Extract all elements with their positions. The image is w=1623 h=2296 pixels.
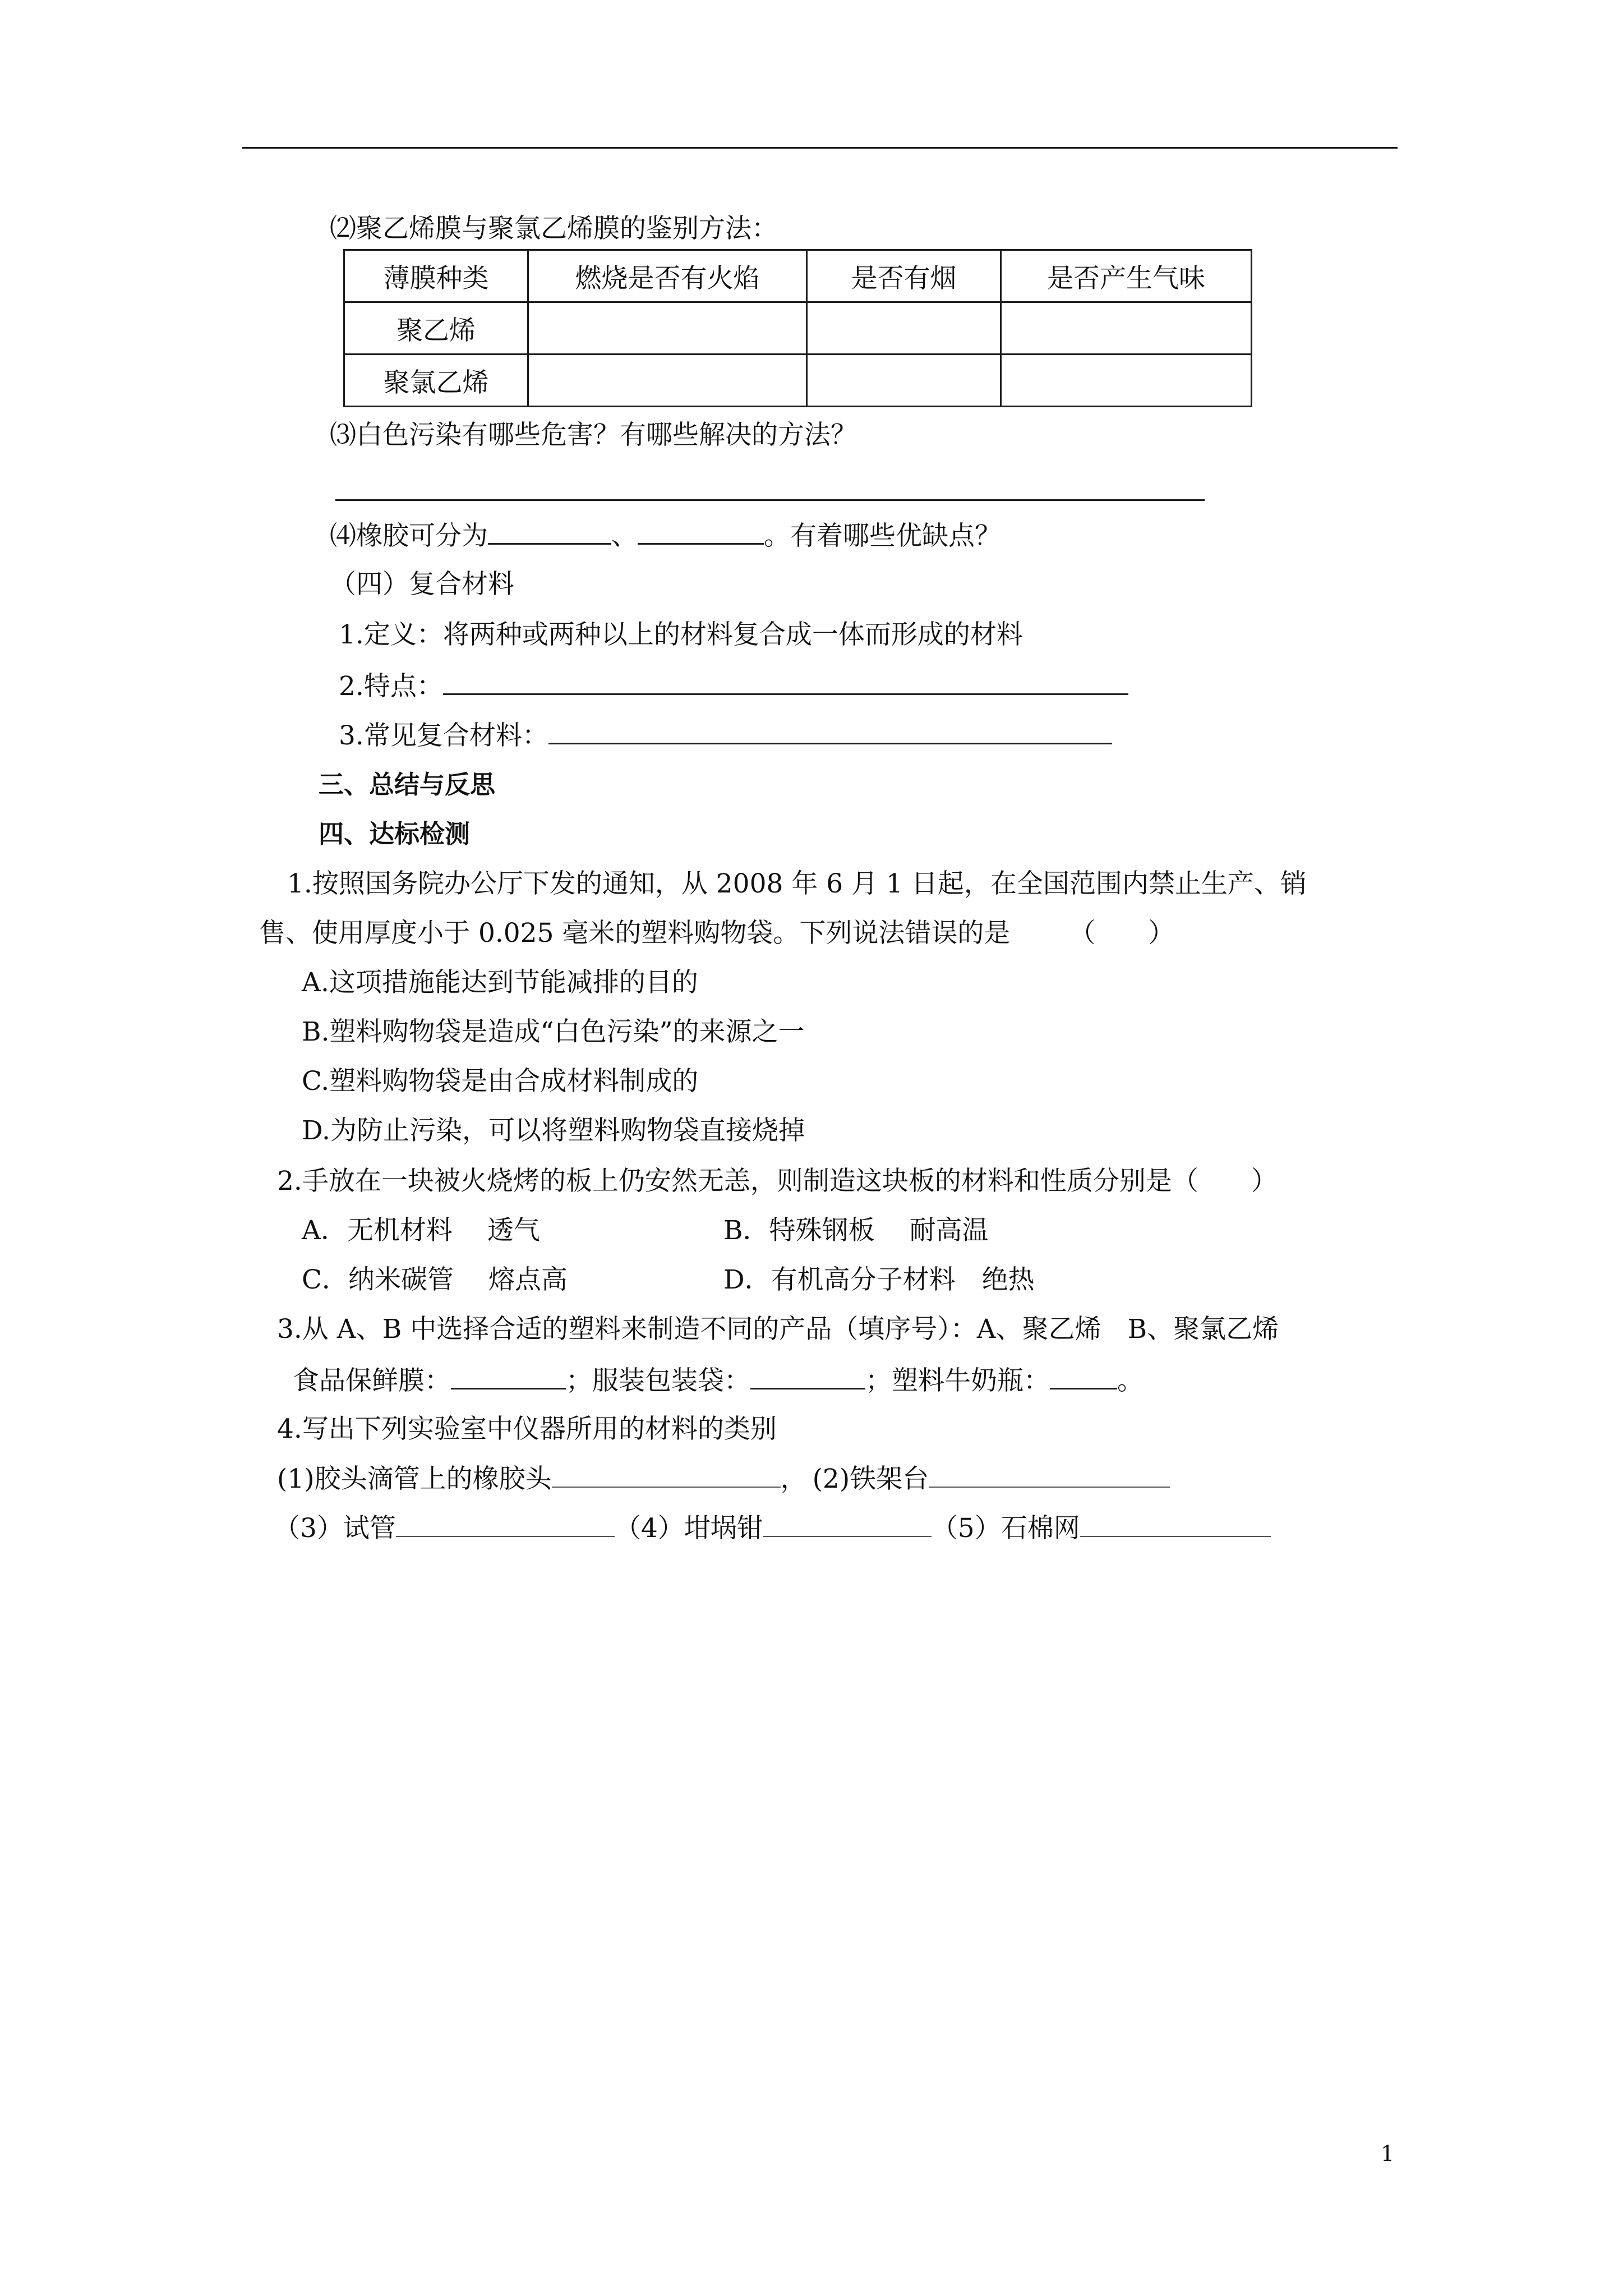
table-cell: 聚乙烯 <box>344 302 528 355</box>
table-header-cell: 是否产生气味 <box>1001 250 1252 302</box>
identification-table <box>343 249 1252 407</box>
table-row <box>344 355 1252 407</box>
q4-suffix: 。有着哪些优缺点？ <box>764 521 1001 551</box>
ex4-item-3: （3）试管 <box>274 1513 396 1544</box>
ex3-blank-3[interactable] <box>1050 1366 1117 1389</box>
ex3-p2: ；服装包装袋： <box>566 1365 750 1396</box>
table-header-cell: 燃烧是否有火焰 <box>528 250 807 302</box>
ex4-item-4: （4）坩埚钳 <box>614 1513 763 1544</box>
ex3-end: 。 <box>1117 1365 1144 1396</box>
table-cell: 聚氯乙烯 <box>344 355 528 407</box>
ex1-option-d[interactable]: D.为防止污染，可以将塑料购物袋直接烧掉 <box>302 1115 805 1146</box>
composite-definition: 1.定义：将两种或两种以上的材料复合成一体而形成的材料 <box>339 619 1023 650</box>
table-header-row <box>344 250 1252 302</box>
header-rule <box>242 147 1398 149</box>
table-cell[interactable] <box>807 355 1001 407</box>
table-header-cell: 是否有烟 <box>807 250 1001 302</box>
q4-line <box>330 522 1001 549</box>
section-test-heading: 四、达标检测 <box>319 819 471 849</box>
table-cell[interactable] <box>1001 355 1252 407</box>
q4-prefix: ⑷橡胶可分为 <box>330 521 488 551</box>
ex3-fill-line <box>293 1366 1144 1394</box>
ex1-line1: 1.按照国务院办公厅下发的通知，从 2008 年 6 月 1 日起，在全国范围内禁止生产、销 <box>287 868 1307 899</box>
ex3-blank-1[interactable] <box>451 1366 566 1389</box>
q2-title: ⑵聚乙烯膜与聚氯乙烯膜的鉴别方法： <box>330 213 778 244</box>
ex1-line2 <box>259 918 1175 949</box>
ex1-option-a[interactable]: A.这项措施能达到节能减排的目的 <box>302 967 698 998</box>
q4-sep: 、 <box>611 521 638 551</box>
ex2-stem: 2.手放在一块被火烧烤的板上仍安然无恙，则制造这块板的材料和性质分别是（ ） <box>277 1166 1278 1197</box>
ex2-option-d[interactable]: D．有机高分子材料 绝热 <box>723 1264 1035 1295</box>
ex4-item-5: （5）石棉网 <box>931 1513 1080 1544</box>
ex4-comma: ， <box>780 1464 807 1494</box>
ex2-option-b[interactable]: B．特殊钢板 耐高温 <box>723 1215 989 1246</box>
table-cell[interactable] <box>1001 302 1252 355</box>
q4-blank-2[interactable] <box>638 522 764 545</box>
ex3-p1: 食品保鲜膜： <box>293 1365 451 1396</box>
q3-text: ⑶白色污染有哪些危害？有哪些解决的方法？ <box>330 420 857 450</box>
ex3-stem: 3.从 A、B 中选择合适的塑料来制造不同的产品（填序号）：A、聚乙烯 B、聚氯乙烯 <box>277 1314 1279 1345</box>
ex4-line-1 <box>277 1465 1170 1492</box>
ex4-blank-3[interactable] <box>396 1515 615 1537</box>
composite-common-label: 3.常见复合材料： <box>339 720 548 751</box>
table-cell[interactable] <box>528 355 807 407</box>
ex2-option-a[interactable]: A．无机材料 透气 <box>302 1215 540 1246</box>
ex2-option-c[interactable]: C．纳米碳管 熔点高 <box>302 1264 568 1295</box>
ex4-stem: 4.写出下列实验室中仪器所用的材料的类别 <box>277 1414 777 1444</box>
ex3-p3: ；塑料牛奶瓶： <box>865 1365 1050 1396</box>
composite-feature-label: 2.特点： <box>339 671 443 702</box>
ex3-blank-2[interactable] <box>750 1366 865 1389</box>
table-row <box>344 302 1252 355</box>
ex4-item-1: (1)胶头滴管上的橡胶头 <box>277 1464 552 1494</box>
ex1-option-c[interactable]: C.塑料购物袋是由合成材料制成的 <box>302 1066 699 1097</box>
q4-blank-1[interactable] <box>488 522 611 545</box>
ex4-item-2: (2)铁架台 <box>812 1464 929 1494</box>
table-cell[interactable] <box>528 302 807 355</box>
ex1-answer-bracket[interactable]: （ ） <box>1069 918 1175 949</box>
q3-answer-line[interactable] <box>335 499 1205 501</box>
composite-feature-blank[interactable] <box>443 672 1128 695</box>
ex4-blank-4[interactable] <box>763 1515 932 1537</box>
page-number: 1 <box>1381 2141 1395 2166</box>
ex4-line-2 <box>274 1515 1271 1542</box>
composite-common-blank[interactable] <box>548 721 1112 744</box>
composite-common <box>339 721 1112 749</box>
ex1-line2-text: 售、使用厚度小于 0.025 毫米的塑料购物袋。下列说法错误的是 <box>259 918 1011 949</box>
table-cell[interactable] <box>807 302 1001 355</box>
composite-heading: （四）复合材料 <box>330 569 514 600</box>
ex4-blank-5[interactable] <box>1080 1515 1271 1537</box>
ex4-blank-2[interactable] <box>929 1465 1170 1488</box>
table-header-cell: 薄膜种类 <box>344 250 528 302</box>
ex1-option-b[interactable]: B.塑料购物袋是造成“白色污染”的来源之一 <box>302 1016 805 1047</box>
composite-feature <box>339 672 1128 700</box>
section-summary-heading: 三、总结与反思 <box>319 770 496 799</box>
ex4-blank-1[interactable] <box>552 1465 781 1488</box>
